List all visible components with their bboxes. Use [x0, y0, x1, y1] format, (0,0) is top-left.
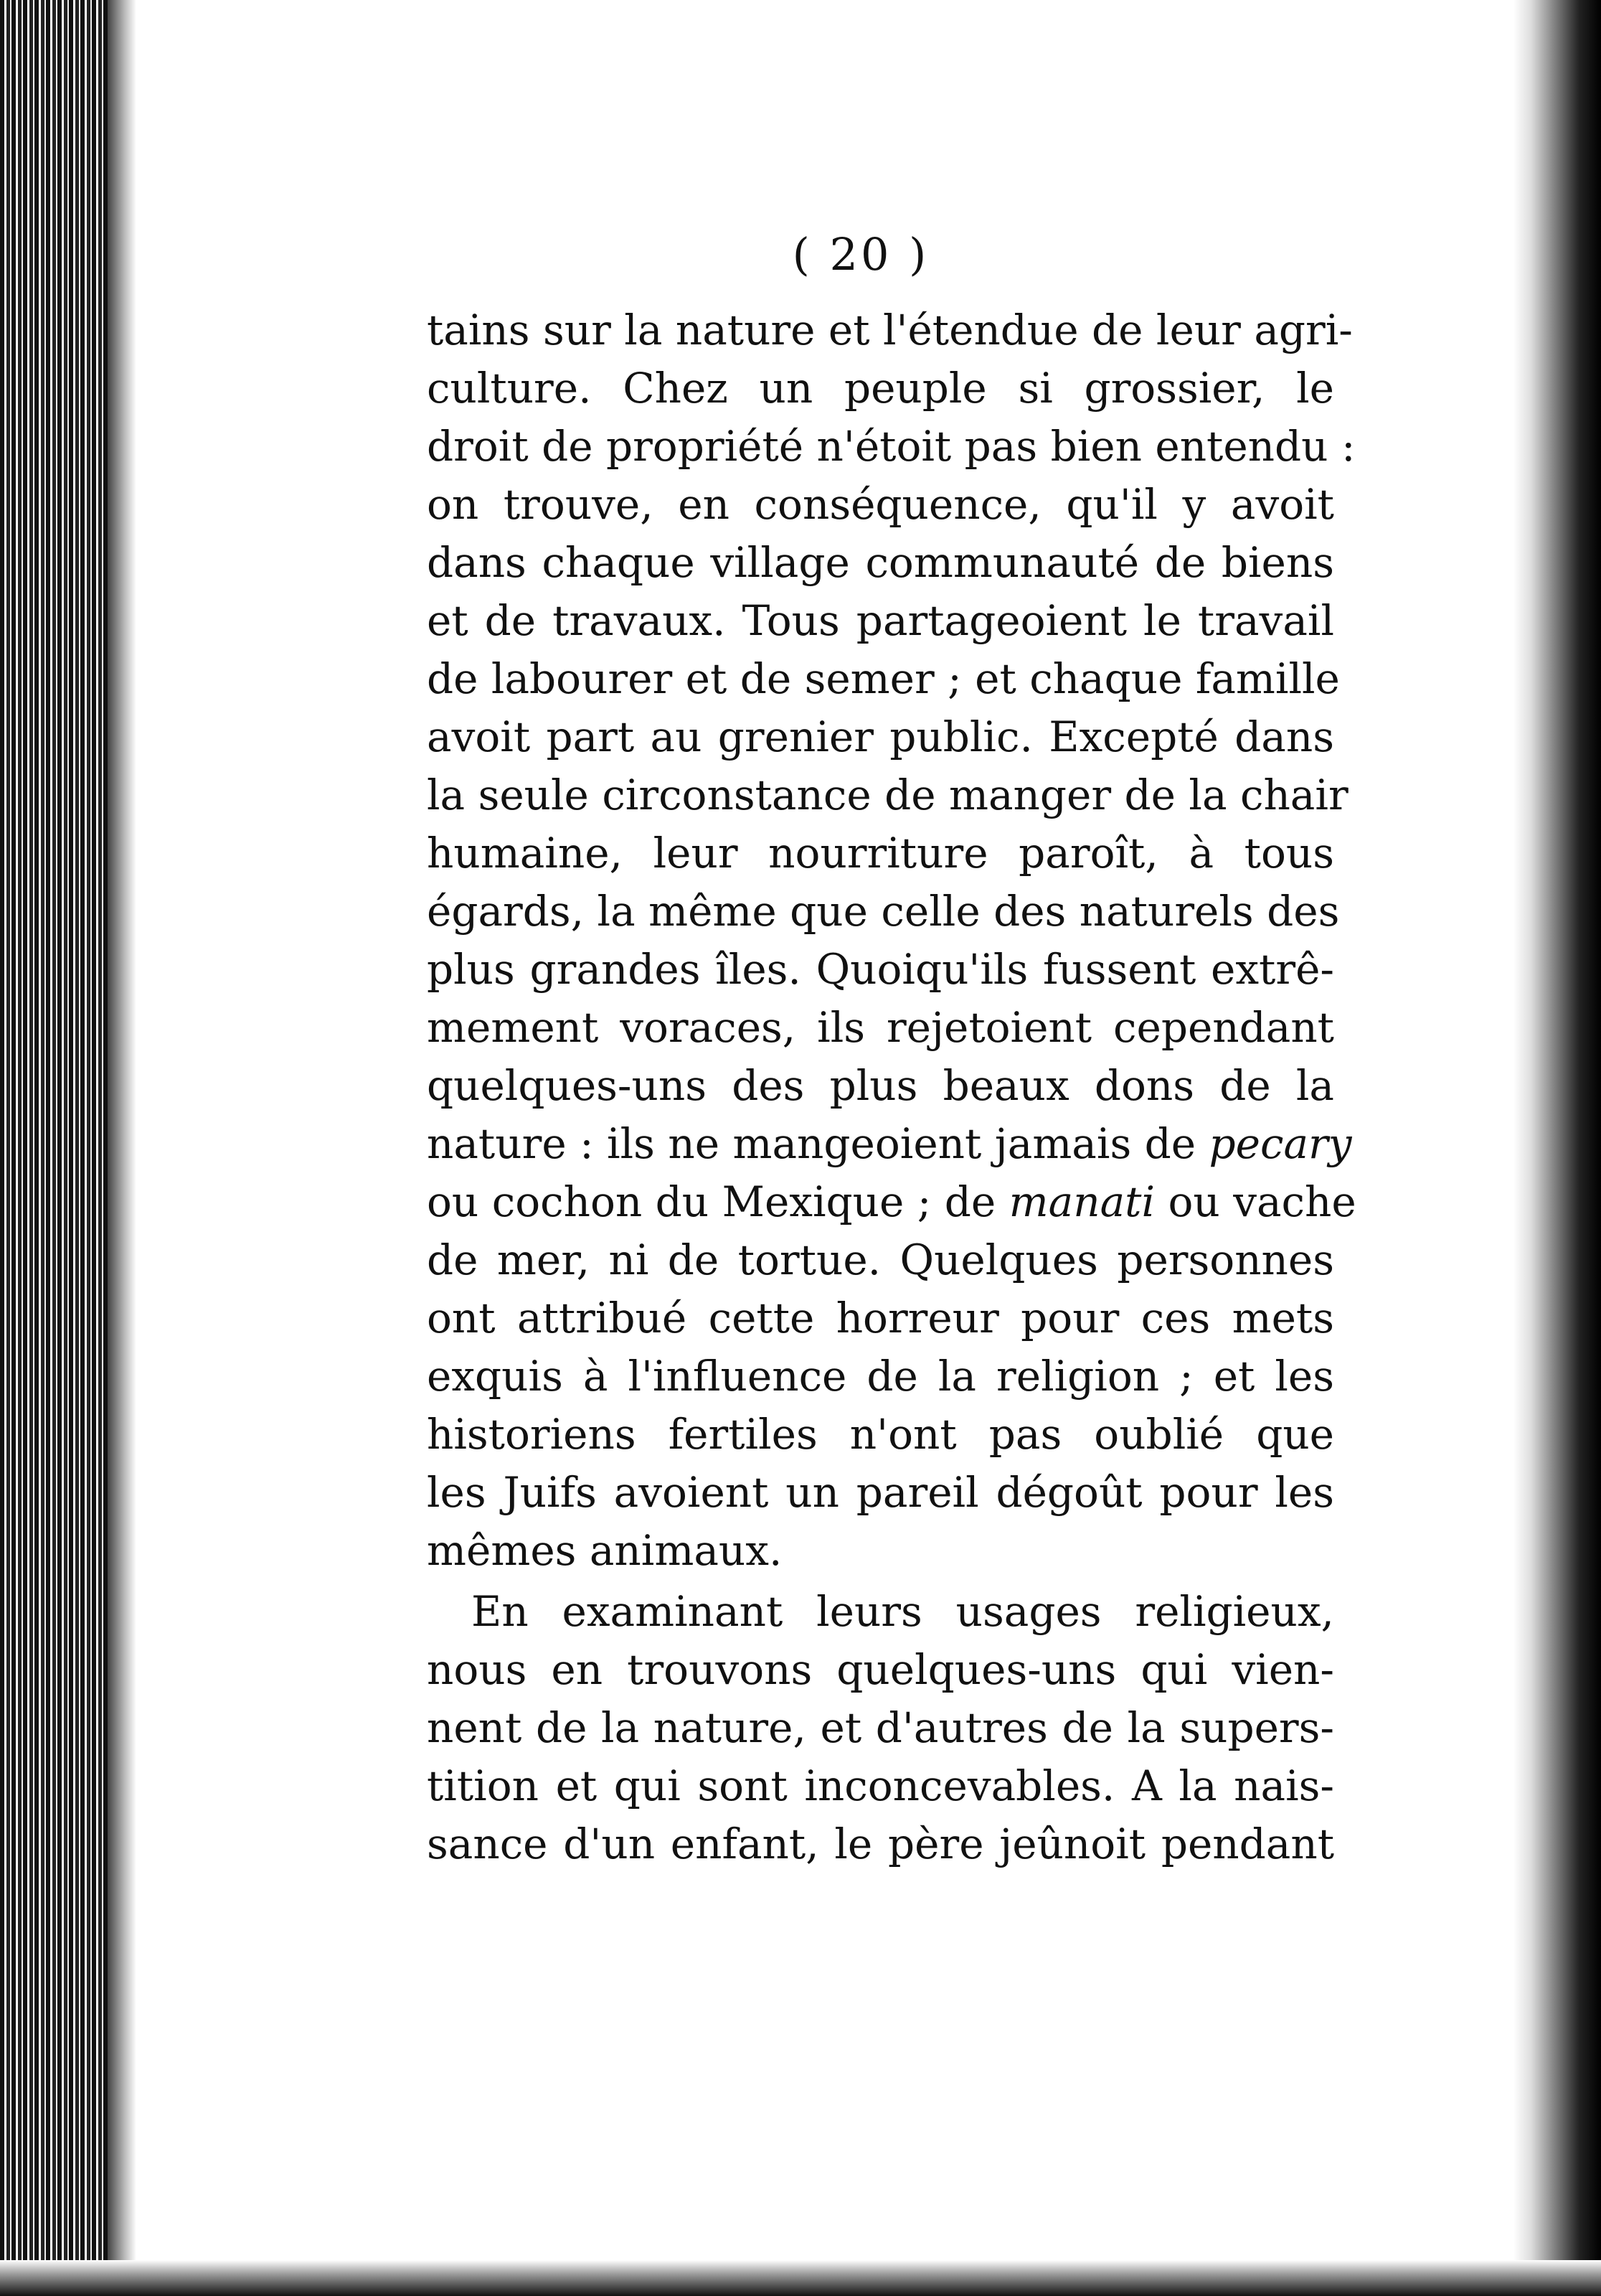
- text-segment: ou vache: [1155, 1177, 1356, 1226]
- page-edge-bottom: [0, 2260, 1601, 2296]
- text-segment: ou cochon du Mexique ; de: [427, 1177, 1009, 1226]
- text-line: de labourer et de semer ; et chaque famille: [427, 654, 1340, 703]
- page-number: ( 20 ): [792, 228, 930, 281]
- text-line: nent de la nature, et d'autres de la supers-: [427, 1703, 1334, 1752]
- italic-word-pecary: pecary: [1209, 1119, 1352, 1168]
- text-line: tition et qui sont inconcevables. A la nais-: [427, 1761, 1334, 1810]
- text-line: nous en trouvons quelques-uns qui vien-: [427, 1645, 1334, 1694]
- text-line: historiens fertiles n'ont pas oublié que: [427, 1410, 1334, 1459]
- text-line-manati: [427, 1173, 1356, 1231]
- book-spine-left: [0, 0, 108, 2296]
- text-line: tains sur la nature et l'étendue de leur agri-: [427, 306, 1353, 354]
- text-line: sance d'un enfant, le père jeûnoit pendant: [427, 1820, 1334, 1868]
- italic-word-manati: manati: [1009, 1177, 1156, 1226]
- text-line-last: mêmes animaux.: [427, 1526, 783, 1575]
- text-segment: nature : ils ne mangeoient jamais de: [427, 1119, 1209, 1168]
- text-line: plus grandes îles. Quoiqu'ils fussent extrê-: [427, 945, 1334, 994]
- text-line: mement voraces, ils rejetoient cependant: [427, 1003, 1334, 1052]
- text-line: culture. Chez un peuple si grossier, le: [427, 364, 1334, 413]
- text-line: exquis à l'influence de la religion ; et les: [427, 1352, 1334, 1401]
- text-line: égards, la même que celle des naturels des: [427, 887, 1340, 936]
- text-line: la seule circonstance de manger de la chair: [427, 771, 1349, 819]
- text-line-pecary: [427, 1115, 1352, 1173]
- text-line: de mer, ni de tortue. Quelques personnes: [427, 1236, 1334, 1284]
- body-text: [427, 301, 1356, 1873]
- text-line-first: En examinant leurs usages religieux,: [471, 1587, 1334, 1636]
- text-line: les Juifs avoient un pareil dégoût pour les: [427, 1468, 1334, 1517]
- text-line: et de travaux. Tous partageoient le travail: [427, 596, 1334, 645]
- text-line: humaine, leur nourriture paroît, à tous: [427, 829, 1334, 878]
- text-line: ont attribué cette horreur pour ces mets: [427, 1294, 1334, 1342]
- text-line: avoit part au grenier public. Excepté dans: [427, 712, 1334, 761]
- text-line: on trouve, en conséquence, qu'il y avoit: [427, 480, 1334, 529]
- text-line: droit de propriété n'étoit pas bien entendu :: [427, 422, 1356, 471]
- page-edge-right: [1513, 0, 1601, 2296]
- text-line: dans chaque village communauté de biens: [427, 538, 1334, 587]
- text-line: quelques-uns des plus beaux dons de la: [427, 1061, 1334, 1110]
- gutter-shadow: [108, 0, 136, 2296]
